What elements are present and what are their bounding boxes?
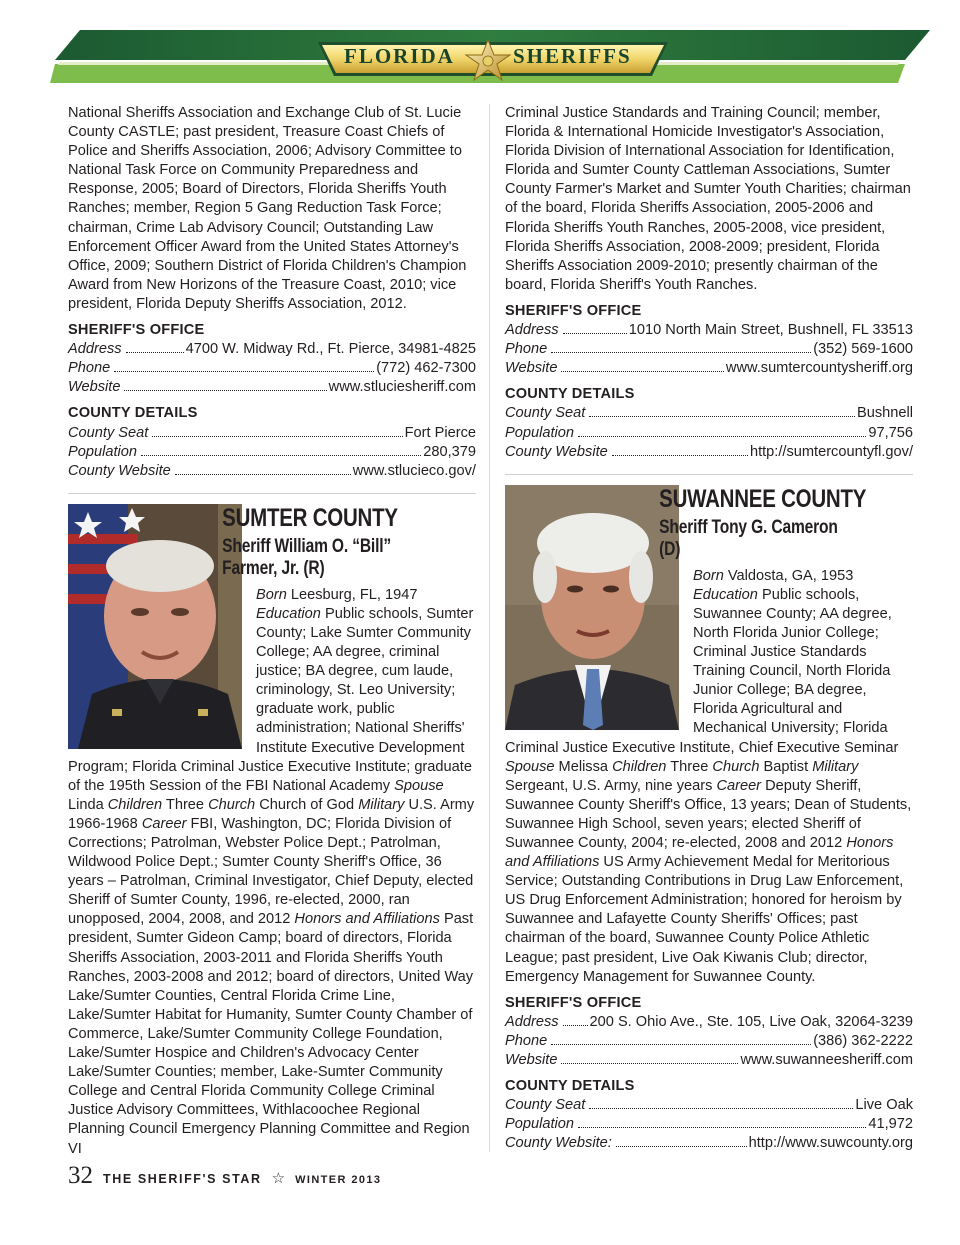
banner-title-right: SHERIFFS	[513, 44, 632, 68]
suwannee-county-profile	[505, 485, 913, 1154]
publication-name: THE SHERIFF'S STAR	[103, 1172, 262, 1186]
county-population-row: Population 97,756	[505, 424, 913, 441]
suwannee-phone-row: Phone (386) 362-2222	[505, 1032, 913, 1049]
star-icon: ☆	[271, 1170, 286, 1187]
county-website-row: County Website http://sumtercountyfl.gov/	[505, 443, 913, 460]
section-divider	[505, 474, 913, 475]
sheriffs-office-heading: SHERIFF'S OFFICE	[68, 322, 205, 339]
county-population-row: Population 280,379	[68, 443, 476, 460]
sheriffs-office-heading: SHERIFF'S OFFICE	[505, 302, 642, 319]
page-footer	[68, 1162, 381, 1190]
suwannee-county-website-row: County Website: http://www.suwcounty.org	[505, 1135, 913, 1152]
section-divider	[68, 493, 476, 494]
left-column	[68, 104, 476, 1159]
banner-graphic	[0, 0, 960, 96]
right-column	[505, 104, 913, 1154]
county-details-heading: COUNTY DETAILS	[68, 405, 198, 422]
suwannee-county-seat-row: County Seat Live Oak	[505, 1097, 913, 1114]
issue-date: WINTER 2013	[295, 1174, 382, 1186]
suwannee-address-row: Address 200 S. Ohio Ave., Ste. 105, Live Oak, 32064-3239	[505, 1013, 913, 1030]
sumter-county-title: SUMTER COUNTY	[222, 503, 398, 532]
suwannee-biography: Born Valdosta, GA, 1953 Education Public schools, Suwannee County; AA degree, North Florida Junior College; Criminal Justice Standards Training Council, North Florida Junior College; BA degree, Florida Agricultural and Mechanical University; Florida Criminal Justice Executive Institute, Chief Executive Seminar Spouse Melissa Children Three Church Baptist Military Sergeant, U.S. Army, nine years Career Deputy Sheriff, Suwannee County Sheriff's Office, 13 years; Dean of Students, Suwannee High School, seven years; elected Sheriff of Suwannee County, 2004; re-elected, 2008 and 2012 Honors and Affiliations US Army Achievement Medal for Meritorious Service; Outstanding Contributions in Drug Law Enforcement, US Drug Enforcement Administration; honored for heroism by Suwannee and Lafayette County Sheriffs' Offices; past chairman of the board, Suwannee County Police Athletic League; past president, Live Oak Kiwanis Club; director, Emergency Management for Suwannee County.	[505, 567, 912, 985]
office-address-row: Address 1010 North Main Street, Bushnell, FL 33513	[505, 322, 913, 339]
st-lucie-continued-text: National Sheriffs Association and Exchange Club of St. Lucie County CASTLE; past president, Treasure Coast Chiefs of Police and Sheriffs Association, 2006; Advisory Committee to National Task Force on Community Preparedness and Response, 2005; Board of Directors, Florida Sheriffs Youth Ranches; member, Region 5 Gang Reduction Task Force; chairman, Crime Lab Advisory Council; Outstanding Law Enforcement Officer Award from the United States Attorney's Office, 2009; Southern District of Florida Children's Champion Award from New Horizons of the Treasure Coast, 2010; vice president, Florida Deputy Sheriffs Association, 2012.	[68, 105, 467, 312]
sumter-sheriff-name: Sheriff William O. “Bill” Farmer, Jr. (R)	[222, 535, 392, 579]
column-divider	[489, 104, 490, 1152]
office-phone-row: Phone (352) 569-1600	[505, 341, 913, 358]
sumter-continued-text: Criminal Justice Standards and Training Council; member, Florida & International Homicide Investigator's Association, Florida Division of International Association for Identification, Florida and Sumter County Cattleman Associations, Sumter County Farmer's Market and Sumter Youth Charities; chairman of the board, Florida Sheriffs Association, 2005-2006 and Florida Sheriffs Youth Ranches, 2005-2008, vice president, Florida Sheriffs Association, 2008-2009; president, Florida Sheriffs Association 2009-2010; presently chairman of the board, Florida Sheriff's Youth Ranches.	[505, 105, 911, 293]
suwannee-county-title: SUWANNEE COUNTY	[659, 484, 867, 513]
suwannee-website-row: Website www.suwanneesheriff.com	[505, 1052, 913, 1069]
header-banner	[0, 0, 960, 96]
office-address-row: Address 4700 W. Midway Rd., Ft. Pierce, 34981-4825	[68, 341, 476, 358]
office-website-row: Website www.sumtercountysheriff.org	[505, 360, 913, 377]
office-website-row: Website www.stluciesheriff.com	[68, 379, 476, 396]
suwannee-county-details-heading: COUNTY DETAILS	[505, 1078, 635, 1095]
suwannee-population-row: Population 41,972	[505, 1116, 913, 1133]
county-details-heading: COUNTY DETAILS	[505, 386, 635, 403]
page-number: 32	[68, 1162, 93, 1189]
suwannee-sheriff-name: Sheriff Tony G. Cameron (D)	[659, 516, 838, 560]
sumter-county-profile	[68, 504, 476, 1159]
county-seat-row: County Seat Fort Pierce	[68, 424, 476, 441]
office-phone-row: Phone (772) 462-7300	[68, 360, 476, 377]
county-website-row: County Website www.stlucieco.gov/	[68, 462, 476, 479]
sumter-biography: Born Leesburg, FL, 1947 Education Public schools, Sumter County; Lake Sumter Community College; AA degree, criminal justice; BA degree, cum laude, criminology, St. Leo University; graduate work, public administration; National Sheriffs' Institute Executive Development Program; Florida Criminal Justice Executive Institute; graduate of the 195th Session of the FBI National Academy Spouse Linda Children Three Church Church of God Military U.S. Army 1966-1968 Career FBI, Washington, DC; Florida Division of Corrections; Patrolman, Webster Police Dept.; Patrolman, Wildwood Police Dept.; Sumter County Sheriff's Office, 36 years – Patrolman, Criminal Investigator, Chief Deputy, elected Sheriff of Sumter County, 1996, re-elected, 2000, ran unopposed, 2004, 2008, and 2012 Honors and Affiliations Past president, Sumter Gideon Camp; board of directors, Florida Sheriffs Association, 2003-2011 and Florida Sheriffs Youth Ranches, 2003-2008 and 2012; board of directors, United Way Lake/Sumter Counties, Central Florida Crime Line, Lake/Sumter Habitat for Humanity, Sumter County Chamber of Commerce, Lake/Sumter Community College Foundation, Lake/Sumter Hospice and Children's Advocacy Center Lake/Sumter Counties; member, Lake-Sumter Community College and Central Florida Community College Criminal Justice Advisory Committees, Withlacoochee Regional Planning Council Emergency Planning Committee and Region VI	[68, 586, 475, 1157]
suwannee-office-heading: SHERIFF'S OFFICE	[505, 994, 642, 1011]
banner-title-left: FLORIDA	[344, 44, 455, 68]
county-seat-row: County Seat Bushnell	[505, 405, 913, 422]
